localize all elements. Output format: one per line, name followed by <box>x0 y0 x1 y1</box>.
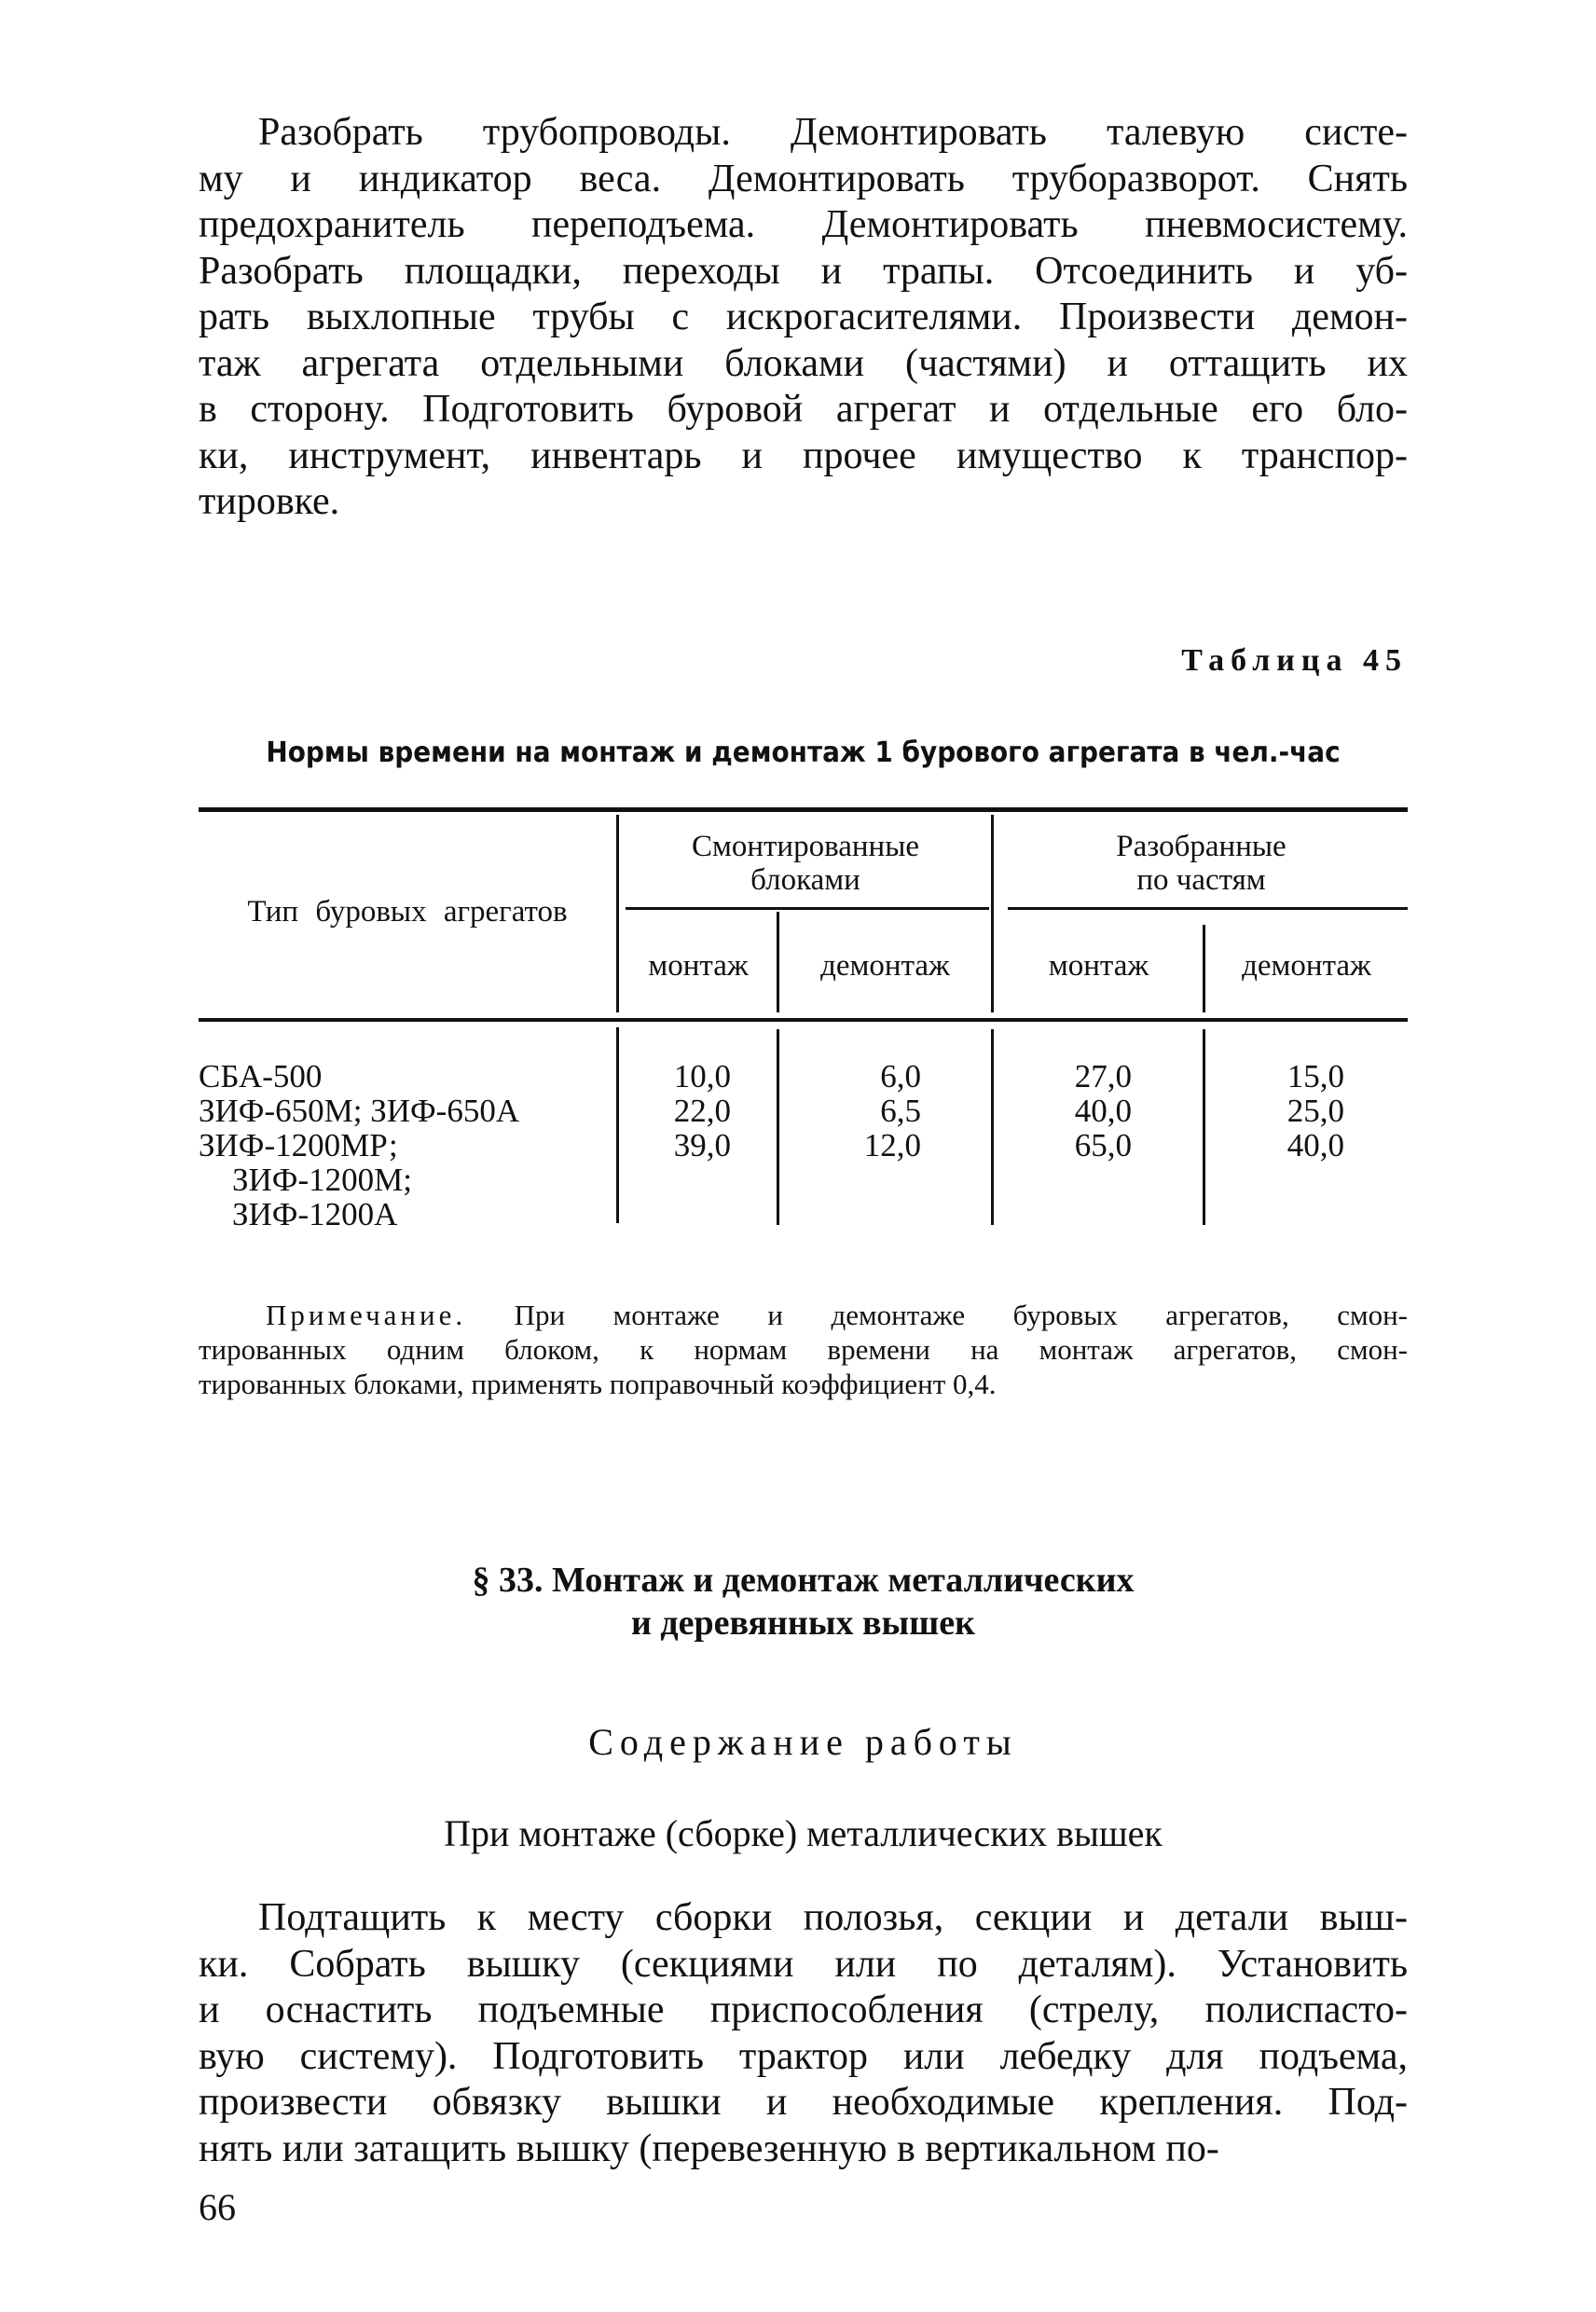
paragraph-assembly <box>199 1895 1408 2172</box>
header-dismount: демонтаж <box>820 949 950 983</box>
subheading-metal-towers: При монтаже (сборке) металлических вышек <box>444 1812 1163 1854</box>
paragraph-dismantling <box>199 110 1408 526</box>
table-cell: 15,0 <box>1286 1058 1344 1094</box>
col-divider <box>991 1029 994 1225</box>
text-line: вую систему). Подготовить трактор или лебедку для подъема, <box>199 2034 1408 2078</box>
note-line: тированных одним блоком, к нормам времени на монтаж агрегатов, смон- <box>199 1333 1408 1366</box>
section-title <box>199 1559 1408 1645</box>
text-line: предохранитель переподъема. Демонтировать пневмосистему. <box>199 203 1408 246</box>
table-top-rule <box>199 807 1408 812</box>
col-divider <box>616 1027 619 1223</box>
note-label: Примечание. <box>266 1299 467 1331</box>
table-caption: Нормы времени на монтаж и демонтаж 1 бурового агрегата в чел.-час <box>266 736 1341 769</box>
text-line: ки, инструмент, инвентарь и прочее имущество к транспор- <box>199 434 1408 477</box>
time-norms-table <box>199 807 1408 1232</box>
header-mount: монтаж <box>1048 949 1149 983</box>
text-line: рать выхлопные трубы с искрогасителями. Произвести демон- <box>199 296 1408 338</box>
col-divider <box>991 815 994 1012</box>
table-cell: 40,0 <box>1074 1093 1132 1129</box>
table-cell: 25,0 <box>1286 1093 1344 1129</box>
text-line: таж агрегата отдельными блоками (частями) и оттащить их <box>199 341 1408 385</box>
text-line: нять или затащить вышку (перевезенную в вертикальном по- <box>199 2126 1219 2170</box>
work-content-heading: Содержание работы <box>588 1721 1018 1763</box>
section-title-line: § 33. Монтаж и демонтаж металлических <box>472 1561 1135 1600</box>
text-line: и оснастить подъемные приспособления (стрелу, полиспасто- <box>199 1989 1408 2031</box>
page-number: 66 <box>199 2186 236 2228</box>
text-line: Разобрать площадки, переходы и трапы. Отсоединить и уб- <box>199 249 1408 293</box>
group1-rule <box>626 907 989 910</box>
table-cell: 12,0 <box>863 1127 921 1163</box>
table-cell: 40,0 <box>1286 1127 1344 1163</box>
text-line: му и индикатор веса. Демонтировать труборазворот. Снять <box>199 157 1408 200</box>
section-title-line: и деревянных вышек <box>630 1603 976 1643</box>
note-line <box>266 1298 1408 1332</box>
text-line: тировке. <box>199 480 340 523</box>
text-line: Подтащить к месту сборки полозья, секции и детали выш- <box>258 1896 1408 1939</box>
header-dismount: демонтаж <box>1242 949 1371 983</box>
table-cell: 65,0 <box>1074 1127 1132 1163</box>
row-name: ЗИФ-1200А <box>232 1196 398 1232</box>
row-name: ЗИФ-1200МР; <box>199 1127 398 1163</box>
col-divider <box>1203 1029 1205 1225</box>
header-bottom-rule <box>199 1018 1408 1022</box>
text-line: произвести обвязку вышки и необходимые крепления. Под- <box>199 2081 1408 2124</box>
table-note <box>199 1298 1409 1401</box>
text-line: ки. Собрать вышку (секциями или по деталям). Установить <box>199 1942 1408 1986</box>
row-name: ЗИФ-650М; ЗИФ-650А <box>199 1093 520 1129</box>
table-cell: 27,0 <box>1074 1058 1132 1094</box>
header-group2-line: Разобранные <box>1116 830 1286 863</box>
header-group1 <box>620 830 991 897</box>
table-cell: 22,0 <box>673 1093 731 1129</box>
text-line: Разобрать трубопроводы. Демонтировать талевую систе- <box>258 111 1408 154</box>
header-group2-line: по частям <box>1136 863 1266 897</box>
table-number: Таблица 45 <box>1181 643 1408 678</box>
note-line: тированных блоками, применять поправочный коэффициент 0,4. <box>199 1368 997 1400</box>
header-group1-line: Смонтированные <box>691 830 920 863</box>
group2-rule <box>1008 907 1408 910</box>
col-divider <box>616 815 619 1012</box>
header-group1-line: блоками <box>750 863 860 897</box>
col-divider <box>777 1029 779 1225</box>
table-cell: 6,0 <box>880 1058 921 1094</box>
table-cell: 10,0 <box>673 1058 731 1094</box>
row-name: СБА-500 <box>199 1058 323 1094</box>
table-cell: 39,0 <box>673 1127 731 1163</box>
text-line: в сторону. Подготовить буровой агрегат и отдельные его бло- <box>199 388 1408 431</box>
note-text: При монтаже и демонтаже буровых агрегатов, смон- <box>514 1299 1409 1331</box>
header-type: Тип буровых агрегатов <box>247 895 568 929</box>
row-name: ЗИФ-1200М; <box>232 1162 412 1198</box>
header-group2 <box>995 830 1408 897</box>
table-cell: 6,5 <box>880 1093 921 1129</box>
header-mount: монтаж <box>648 949 749 983</box>
